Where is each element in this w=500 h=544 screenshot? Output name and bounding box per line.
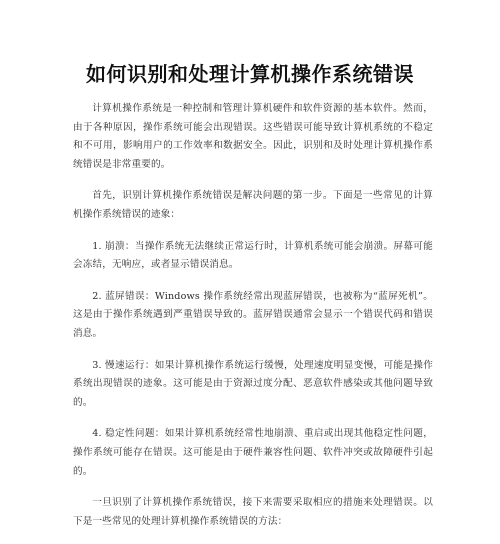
paragraph-intro: 计算机操作系统是一种控制和管理计算机硬件和软件资源的基本软件。然而，由于各种原因，操作系统可能会出现错误。这些错误可能导致计算机系统的不稳定和不可用，影响用户的工作效率和数据安全。因此，识别和及时处理计算机操作系统错误是非常重要的。 (73, 103, 433, 170)
list-item-blue-screen: 2. 蓝屏错误：Windows 操作系统经常出现蓝屏错误，也被称为“蓝屏死机”。这是由于操作系统遇到严重错误导致的。蓝屏错误通常会显示一个错误代码和错误消息。 (73, 290, 433, 339)
list-item-stability: 4. 稳定性问题：如果计算机系统经常性地崩溃、重启或出现其他稳定性问题，操作系统可能存在错误。这可能是由于硬件兼容性问题、软件冲突或故障硬件引起的。 (73, 428, 433, 477)
document-body (73, 100, 433, 544)
paragraph-handling: 一旦识别了计算机操作系统错误，接下来需要采取相应的措施来处理错误。以下是一些常见的处理计算机操作系统错误的方法： (73, 497, 433, 527)
list-item-crash: 1. 崩溃：当操作系统无法继续正常运行时，计算机系统可能会崩溃。屏幕可能会冻结，无响应，或者显示错误消息。 (73, 240, 433, 271)
document-title: 如何识别和处理计算机操作系统错误 (86, 62, 414, 86)
paragraph-identify: 首先，识别计算机操作系统错误是解决问题的第一步。下面是一些常见的计算机操作系统错误的迹象： (73, 190, 433, 220)
list-item-slow: 3. 慢速运行：如果计算机操作系统运行缓慢，处理速度明显变慢，可能是操作系统出现错误的迹象。这可能是由于资源过度分配、恶意软件感染或其他问题导致的。 (73, 359, 433, 408)
